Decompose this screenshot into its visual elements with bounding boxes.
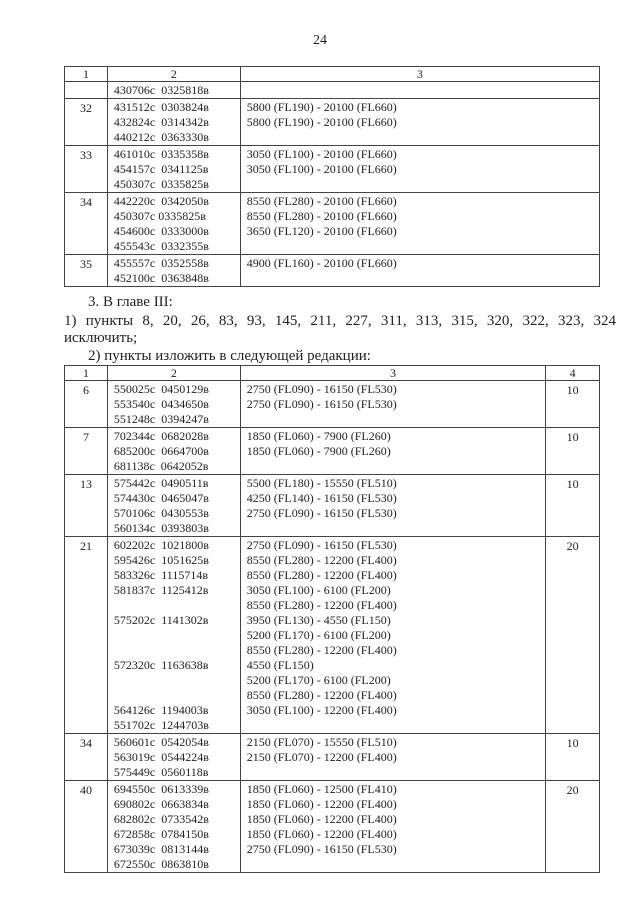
altitude-range: 8550 (FL280) - 12200 (FL400): [246, 598, 397, 612]
page-number: 24: [313, 33, 327, 48]
coordinates-cell: [107, 146, 240, 193]
coordinate: [114, 673, 236, 688]
altitude-range: 2750 (FL090) - 16150 (FL530): [246, 397, 397, 411]
coordinates-cell: [107, 381, 240, 428]
coordinate: 602202с 1021800в: [113, 538, 209, 552]
coordinate: 551702с 1244703в: [113, 718, 209, 732]
coordinate: 553540с 0434650в: [113, 397, 209, 411]
value-cell: 10: [546, 734, 600, 781]
table-row: [65, 255, 600, 287]
table-1-body: [65, 82, 600, 287]
coordinate: 583326с 1115714в: [113, 568, 208, 582]
altitude-range: 1850 (FL060) - 12500 (FL410): [246, 782, 397, 796]
coordinate: 431512с 0303824в: [113, 100, 209, 114]
table-row: [65, 537, 600, 734]
table-2-body: [65, 381, 600, 873]
altitude-ranges-cell: [240, 255, 599, 287]
coordinate: 563019с 0544224в: [113, 750, 209, 764]
altitude-ranges-cell: [240, 99, 599, 146]
item-2: 2) пункты изложить в следующей редакции:: [88, 348, 371, 364]
table-1: [64, 66, 600, 287]
value-cell: 10: [546, 475, 600, 537]
altitude-range: 2150 (FL070) - 15550 (FL510): [246, 735, 397, 749]
coordinate: 575442с 0490511в: [113, 476, 209, 490]
altitude-range: 1850 (FL060) - 12200 (FL400): [246, 797, 397, 811]
coordinates-cell: [107, 537, 240, 734]
section-heading: 3. В главе III:: [88, 294, 173, 310]
table-row: [65, 734, 600, 781]
coordinate: 673039с 0813144в: [113, 842, 209, 856]
table-row: [65, 428, 600, 475]
coordinates-cell: [107, 781, 240, 873]
coordinate: 461010с 0335358в: [113, 147, 209, 161]
altitude-range: 1850 (FL060) - 7900 (FL260): [246, 444, 391, 458]
coordinate: 702344с 0682028в: [113, 429, 209, 443]
altitude-range: 4550 (FL150): [246, 658, 314, 672]
coordinates-cell: [107, 734, 240, 781]
altitude-ranges-cell: [240, 734, 545, 781]
item-1-line-1: 1) пункты 8, 20, 26, 83, 93, 145, 211, 227, 311, 313, 315, 320, 322, 323, 324: [64, 313, 616, 329]
altitude-range: 8550 (FL280) - 12200 (FL400): [246, 643, 397, 657]
item-1-line-2: исключить;: [64, 330, 138, 346]
altitude-range: 8550 (FL280) - 20100 (FL660): [246, 209, 397, 223]
coordinate: 550025с 0450129в: [113, 382, 209, 396]
row-number: 34: [65, 734, 108, 781]
altitude-range: 2750 (FL090) - 16150 (FL530): [246, 842, 397, 856]
table-2-header-col-1: 1: [65, 366, 108, 381]
coordinate: 682802с 0733542в: [113, 812, 209, 826]
table-2-header-col-2: 2: [107, 366, 240, 381]
altitude-range: 8550 (FL280) - 12200 (FL400): [246, 568, 397, 582]
value-cell: 20: [546, 537, 600, 734]
coordinate: 560601с 0542054в: [113, 735, 209, 749]
table-1-header-col-1: 1: [65, 67, 108, 82]
table-row: [65, 82, 600, 99]
coordinate: 672858с 0784150в: [113, 827, 209, 841]
altitude-ranges-cell: [240, 193, 599, 255]
table-2-header-col-4: 4: [546, 366, 600, 381]
table-2: [64, 365, 600, 873]
value-cell: 10: [546, 381, 600, 428]
coordinate: 575449с 0560118в: [113, 765, 209, 779]
altitude-ranges-cell: [240, 781, 545, 873]
coordinate: 455557с 0352558в: [113, 256, 209, 270]
altitude-range: 4250 (FL140) - 16150 (FL530): [246, 491, 397, 505]
row-number: 33: [65, 146, 108, 193]
value-cell: 10: [546, 428, 600, 475]
coordinate: 574430с 0465047в: [113, 491, 209, 505]
coordinates-cell: [107, 428, 240, 475]
coordinate: 681138с 0642052в: [113, 459, 209, 473]
row-number: 35: [65, 255, 108, 287]
table-row: [65, 781, 600, 873]
coordinate: [114, 628, 236, 643]
altitude-ranges-cell: [240, 537, 545, 734]
row-number: 40: [65, 781, 108, 873]
coordinate: 454157с 0341125в: [113, 162, 209, 176]
altitude-range: 1850 (FL060) - 12200 (FL400): [246, 827, 397, 841]
table-row: [65, 475, 600, 537]
row-number: 32: [65, 99, 108, 146]
altitude-range: 1850 (FL060) - 7900 (FL260): [246, 429, 391, 443]
row-number: 13: [65, 475, 108, 537]
coordinate: 560134с 0393803в: [113, 521, 209, 535]
table-2-header-col-3: 3: [240, 366, 545, 381]
altitude-range: 3050 (FL100) - 12200 (FL400): [246, 703, 397, 717]
coordinate: 572320с 1163638в: [113, 658, 209, 672]
coordinates-cell: [107, 82, 240, 99]
coordinate: 440212с 0363330в: [113, 130, 209, 144]
coordinates-cell: [107, 193, 240, 255]
row-number: 7: [65, 428, 108, 475]
altitude-range: 8550 (FL280) - 12200 (FL400): [246, 553, 397, 567]
coordinate: 581837с 1125412в: [113, 583, 209, 597]
coordinate: 694550с 0613339в: [113, 782, 209, 796]
coordinate: 450307с 0335825в: [113, 177, 209, 191]
table-row: [65, 146, 600, 193]
value-cell: 20: [546, 781, 600, 873]
coordinate: 595426с 1051625в: [113, 553, 209, 567]
altitude-range: 3650 (FL120) - 20100 (FL660): [246, 224, 397, 238]
altitude-ranges-cell: [240, 82, 599, 99]
table-2-header-row: [65, 366, 600, 381]
coordinate: 551248с 0394247в: [113, 412, 209, 426]
altitude-range: 2150 (FL070) - 12200 (FL400): [246, 750, 397, 764]
altitude-range: 1850 (FL060) - 12200 (FL400): [246, 812, 397, 826]
row-number: 6: [65, 381, 108, 428]
coordinate: 452100с 0363848в: [113, 271, 209, 285]
altitude-ranges-cell: [240, 146, 599, 193]
row-number: [65, 82, 108, 99]
coordinate: 454600с 0333000в: [113, 224, 209, 238]
table-row: [65, 193, 600, 255]
altitude-range: 3050 (FL100) - 20100 (FL660): [246, 162, 397, 176]
coordinate: 450307с 0335825в: [113, 209, 206, 223]
altitude-range: 3050 (FL100) - 6100 (FL200): [246, 583, 391, 597]
coordinate: 570106с 0430553в: [113, 506, 209, 520]
coordinate: 672550с 0863810в: [113, 857, 209, 871]
altitude-range: 5800 (FL190) - 20100 (FL660): [246, 100, 397, 114]
coordinate: 430706с 0325818в: [113, 83, 209, 97]
coordinates-cell: [107, 255, 240, 287]
altitude-range: 3050 (FL100) - 20100 (FL660): [246, 147, 397, 161]
coordinates-cell: [107, 475, 240, 537]
altitude-ranges-cell: [240, 381, 545, 428]
coordinate: 690802с 0663834в: [113, 797, 209, 811]
altitude-range: 8550 (FL280) - 20100 (FL660): [246, 194, 397, 208]
coordinate: 575202с 1141302в: [113, 613, 209, 627]
coordinate: 564126с 1194003в: [113, 703, 209, 717]
table-1-header-row: [65, 67, 600, 82]
altitude-range: 5500 (FL180) - 15550 (FL510): [246, 476, 397, 490]
coordinate: 455543с 0332355в: [113, 239, 209, 253]
coordinate: 442220с 0342050в: [113, 194, 209, 208]
altitude-range: 2750 (FL090) - 16150 (FL530): [246, 538, 397, 552]
coordinate: 432824с 0314342в: [113, 115, 209, 129]
coordinate: [114, 643, 236, 658]
table-1-header-col-2: 2: [107, 67, 240, 82]
altitude-range: 8550 (FL280) - 12200 (FL400): [246, 688, 397, 702]
altitude-range: 2750 (FL090) - 16150 (FL530): [246, 382, 397, 396]
table-1-header-col-3: 3: [240, 67, 599, 82]
table-row: [65, 99, 600, 146]
altitude-range: 3950 (FL130) - 4550 (FL150): [246, 613, 391, 627]
table-row: [65, 381, 600, 428]
coordinate: [114, 598, 236, 613]
coordinates-cell: [107, 99, 240, 146]
row-number: 21: [65, 537, 108, 734]
altitude-range: 4900 (FL160) - 20100 (FL660): [246, 256, 397, 270]
altitude-range: 5800 (FL190) - 20100 (FL660): [246, 115, 397, 129]
altitude-range: 5200 (FL170) - 6100 (FL200): [246, 673, 391, 687]
altitude-range: 5200 (FL170) - 6100 (FL200): [246, 628, 391, 642]
altitude-ranges-cell: [240, 428, 545, 475]
altitude-ranges-cell: [240, 475, 545, 537]
coordinate: 685200с 0664700в: [113, 444, 209, 458]
altitude-range: 2750 (FL090) - 16150 (FL530): [246, 506, 397, 520]
row-number: 34: [65, 193, 108, 255]
coordinate: [114, 688, 236, 703]
